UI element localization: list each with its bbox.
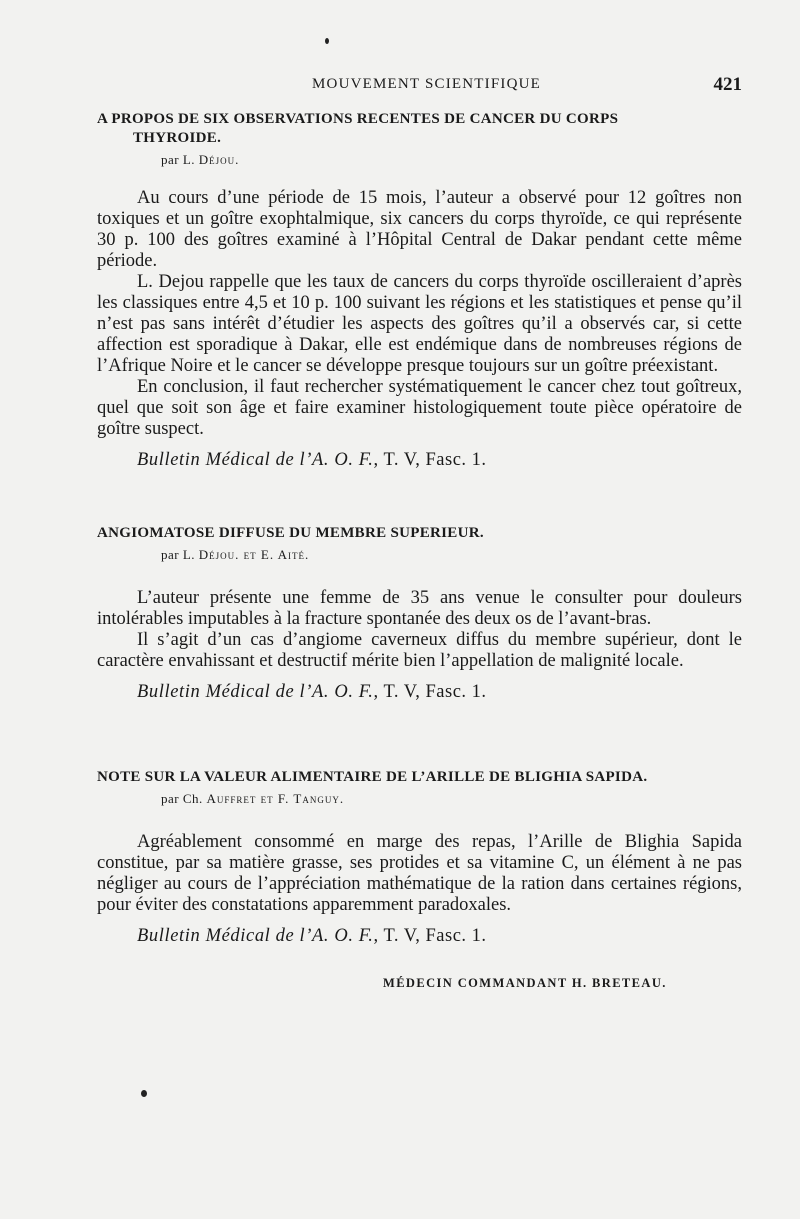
- article-angiomatosis: [97, 524, 742, 703]
- article-byline: [161, 791, 742, 807]
- paragraph: En conclusion, il faut rechercher systématiquement le cancer chez tout goîtreux, quel que soit son âge et faire examiner histologiquement toute pièce opératoire de goître suspect.: [97, 377, 742, 439]
- article-blighia-sapida: [97, 768, 742, 947]
- article-body: [97, 588, 742, 672]
- article-title-line1: ANGIOMATOSE DIFFUSE DU MEMBRE SUPERIEUR.: [97, 525, 484, 541]
- article-byline: [161, 152, 742, 168]
- article-byline: [161, 547, 742, 563]
- paragraph: L’auteur présente une femme de 35 ans venue le consulter pour douleurs intolérables imputables à la fracture spontanée des deux os de l’avant-bras.: [97, 588, 742, 629]
- citation-ref: , T. V, Fasc. 1.: [373, 450, 487, 470]
- page-number: 421: [713, 74, 742, 95]
- article-body: [97, 188, 742, 440]
- byline-authors: Déjou. et E. Aité.: [198, 547, 310, 562]
- article-citation: [137, 450, 742, 471]
- citation-journal: Bulletin Médical de l’A. O. F.: [137, 926, 374, 946]
- article-body: [97, 832, 742, 916]
- running-head: [312, 74, 742, 98]
- paragraph: Au cours d’une période de 15 mois, l’auteur a observé pour 12 goîtres non toxiques et un goître exophtalmique, six cancers du corps thyroïde, ce qui représente 30 p. 100 des goîtres examiné à l’Hôpital Central de Dakar pendant cette même période.: [97, 188, 742, 271]
- paragraph: Il s’agit d’un cas d’angiome caverneux diffus du membre supérieur, dont le caractère envahissant et destructif mérite bien l’appellation de malignité locale.: [97, 630, 742, 671]
- byline-prefix: par Ch.: [161, 791, 203, 806]
- byline-authors: Auffret et F. Tanguy.: [206, 791, 345, 806]
- running-title: MOUVEMENT SCIENTIFIQUE: [312, 76, 542, 92]
- citation-journal: Bulletin Médical de l’A. O. F.: [137, 682, 374, 702]
- article-title: [97, 110, 742, 148]
- byline-authors: Déjou.: [198, 152, 240, 167]
- ink-speck: [325, 38, 329, 44]
- paragraph: Agréablement consommé en marge des repas, l’Arille de Blighia Sapida constitue, par sa matière grasse, ses protides et sa vitamine C, un élément à ne pas négliger au cours de l’appréciation mathématique de la ration dans certaines régions, pour éviter des constatations apparemment paradoxales.: [97, 832, 742, 915]
- citation-ref: , T. V, Fasc. 1.: [373, 926, 487, 946]
- paragraph: L. Dejou rappelle que les taux de cancers du corps thyroïde oscilleraient d’après les classiques entre 4,5 et 10 p. 100 suivant les régions et les statistiques et pense qu’il n’est pas sans intérêt d’étudier les aspects des goîtres qu’il a observés car, si cette affection est sporadique à Dakar, elle est endémique dans de nombreuses régions de l’Afrique Noire et le cancer se développe presque toujours sur un goître préexistant.: [97, 272, 742, 376]
- article-citation: [137, 682, 742, 703]
- byline-prefix: par L.: [161, 152, 196, 167]
- citation-journal: Bulletin Médical de l’A. O. F.: [137, 450, 374, 470]
- article-title-line1: NOTE SUR LA VALEUR ALIMENTAIRE DE L’ARILLE DE BLIGHIA SAPIDA.: [97, 769, 648, 785]
- byline-prefix: par L.: [161, 547, 196, 562]
- signature: MÉDECIN COMMANDANT H. BRETEAU.: [383, 976, 667, 990]
- article-title: [97, 768, 742, 787]
- article-thyroid-cancer: [97, 110, 742, 471]
- ink-speck: [141, 1090, 147, 1097]
- article-title-line1: A PROPOS DE SIX OBSERVATIONS RECENTES DE CANCER DU CORPS: [97, 111, 619, 127]
- citation-ref: , T. V, Fasc. 1.: [373, 682, 487, 702]
- article-title: [97, 524, 742, 543]
- article-citation: [137, 926, 742, 947]
- article-title-line2: THYROIDE.: [133, 130, 222, 146]
